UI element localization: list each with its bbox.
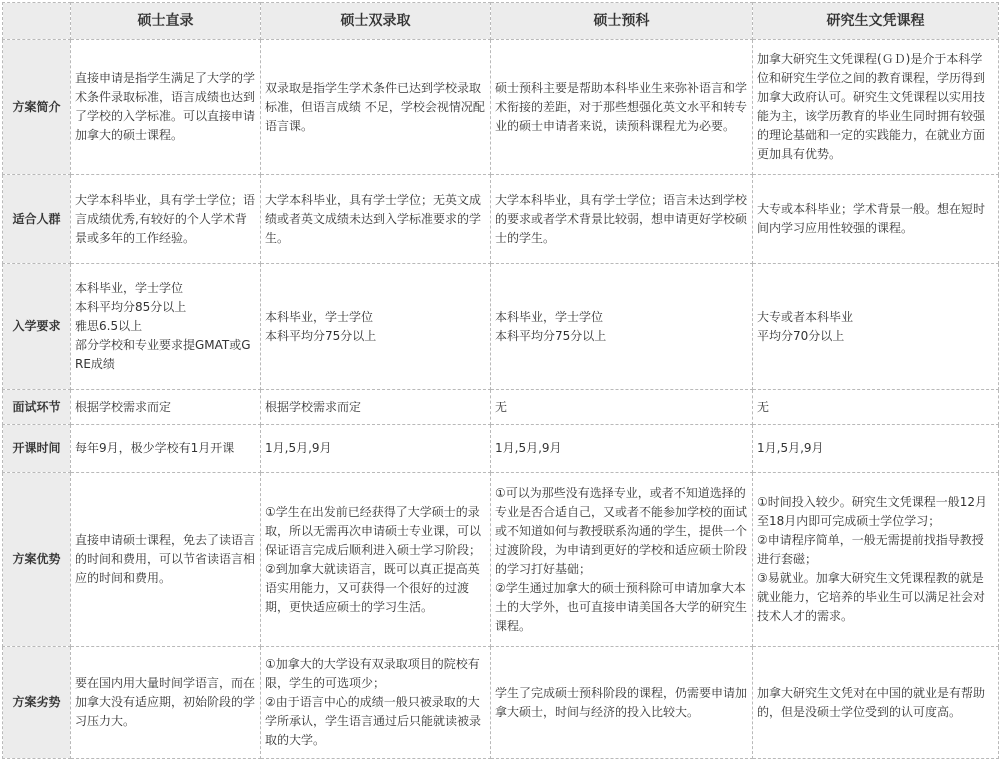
table-cell: 1月,5月,9月	[753, 425, 999, 473]
table-cell: 要在国内用大量时间学语言，而在加拿大没有适应期，初始阶段的学习压力大。	[71, 647, 261, 759]
row-label: 开课时间	[3, 425, 71, 473]
table-cell: 加拿大研究生文凭对在中国的就业是有帮助的，但是没硕士学位受到的认可度高。	[753, 647, 999, 759]
row-label: 方案简介	[3, 40, 71, 175]
table-cell: 加拿大研究生文凭课程(ＧＤ)是介于本科学位和研究生学位之间的教育课程，学历得到加拿大政府认可。研究生文凭课程以实用技能为主，该学历教育的毕业生同时拥有较强的理论基础和一定的实践能力，在就业方面更加具有优势。	[753, 40, 999, 175]
table-row-advantages	[3, 473, 999, 647]
table-cell: 无	[491, 390, 753, 425]
table-cell: ①学生在出发前已经获得了大学硕士的录取，所以无需再次申请硕士专业课，可以保证语言完成后顺利进入硕士学习阶段； ②到加拿大就读语言，既可以真正提高英语实用能力，又可获得一个很好的过渡期，更快适应硕士的学习生活。	[261, 473, 491, 647]
table-row-overview	[3, 40, 999, 175]
table-cell: 1月,5月,9月	[261, 425, 491, 473]
table-cell: 本科毕业，学士学位 本科平均分75分以上	[261, 264, 491, 390]
table-cell: ①加拿大的大学设有双录取项目的院校有限，学生的可选项少； ②由于语言中心的成绩一般只被录取的大学所承认，学生语言通过后只能就读被录取的大学。	[261, 647, 491, 759]
table-cell: 学生了完成硕士预科阶段的课程，仍需要申请加拿大硕士，时间与经济的投入比较大。	[491, 647, 753, 759]
table-row-disadvantages	[3, 647, 999, 759]
table-cell: 根据学校需求而定	[71, 390, 261, 425]
table-cell: 1月,5月,9月	[491, 425, 753, 473]
table-cell: 直接申请硕士课程，免去了读语言的时间和费用，可以节省读语言相应的时间和费用。	[71, 473, 261, 647]
row-label: 入学要求	[3, 264, 71, 390]
table-cell: 大学本科毕业，具有学士学位；语言成绩优秀,有较好的个人学术背景或多年的工作经验。	[71, 175, 261, 264]
table-cell: 大专或本科毕业；学术背景一般。想在短时间内学习应用性较强的课程。	[753, 175, 999, 264]
table-cell: 无	[753, 390, 999, 425]
table-cell: 硕士预科主要是帮助本科毕业生来弥补语言和学术衔接的差距，对于那些想强化英文水平和转专业的硕士申请者来说，读预科课程尤为必要。	[491, 40, 753, 175]
table-cell: 大学本科毕业，具有学士学位；语言未达到学校的要求或者学术背景比较弱，想申请更好学校硕士的学生。	[491, 175, 753, 264]
table-cell: 本科毕业，学士学位 本科平均分85分以上 雅思6.5以上 部分学校和专业要求提GMAT或GRE成绩	[71, 264, 261, 390]
table-row-interview	[3, 390, 999, 425]
header-dual-admission: 硕士双录取	[261, 3, 491, 40]
table-cell: ①可以为那些没有选择专业，或者不知道选择的专业是否合适自己，又或者不能参加学校的面试或不知道如何与教授联系沟通的学生，提供一个过渡阶段，为申请到更好的学校和适应硕士阶段的学习打好基础； ②学生通过加拿大的硕士预科除可申请加拿大本土的大学外，也可直接申请美国各大学的研究生课程。	[491, 473, 753, 647]
row-label: 适合人群	[3, 175, 71, 264]
header-corner	[3, 3, 71, 40]
header-graduate-diploma: 研究生文凭课程	[753, 3, 999, 40]
table-row-audience	[3, 175, 999, 264]
table-cell: 大学本科毕业，具有学士学位；无英文成绩或者英文成绩未达到入学标准要求的学生。	[261, 175, 491, 264]
table-row-requirements	[3, 264, 999, 390]
table-cell: 根据学校需求而定	[261, 390, 491, 425]
table-row-start-time	[3, 425, 999, 473]
table-cell: 双录取是指学生学术条件已达到学校录取标准，但语言成绩 不足，学校会视情况配语言课。	[261, 40, 491, 175]
row-label: 方案优势	[3, 473, 71, 647]
table-cell: 直接申请是指学生满足了大学的学术条件录取标准，语言成绩也达到了学校的入学标准。可以直接申请加拿大的硕士课程。	[71, 40, 261, 175]
row-label: 方案劣势	[3, 647, 71, 759]
header-direct-admission: 硕士直录	[71, 3, 261, 40]
comparison-table	[2, 2, 999, 759]
header-pre-masters: 硕士预科	[491, 3, 753, 40]
table-cell: ①时间投入较少。研究生文凭课程一般12月至18月内即可完成硕士学位学习； ②申请程序简单，一般无需提前找指导教授进行套磁； ③易就业。加拿大研究生文凭课程教的就是就业能力，它培养的毕业生可以满足社会对技术人才的需求。	[753, 473, 999, 647]
row-label: 面试环节	[3, 390, 71, 425]
table-cell: 每年9月，极少学校有1月开课	[71, 425, 261, 473]
table-cell: 本科毕业，学士学位 本科平均分75分以上	[491, 264, 753, 390]
header-row	[3, 3, 999, 40]
table-cell: 大专或者本科毕业 平均分70分以上	[753, 264, 999, 390]
